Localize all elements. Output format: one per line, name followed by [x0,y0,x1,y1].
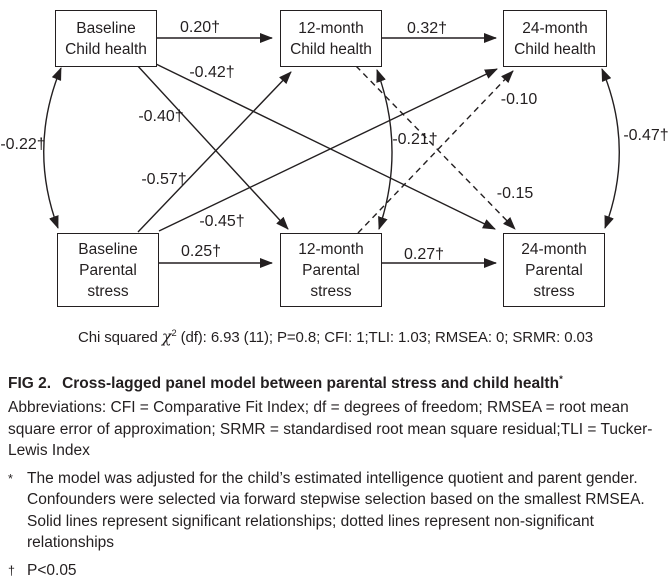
box-line: Child health [514,40,596,58]
figure-number-label: FIG 2. [8,375,52,392]
box-24-month-parental-stress [503,233,605,307]
fit-statistics-values: (df): 6.93 (11); P=0.8; CFI: 1;TLI: 1.03; RMSEA: 0; SRMR: 0.03 [176,329,594,346]
coef-12m-child-to-24m-parental: -0.15 [496,185,534,202]
coef-12m-correlation: -0.21† [392,131,438,148]
box-line: Child health [65,40,147,58]
box-line: stress [310,282,352,300]
abbreviations-text: Abbreviations: CFI = Comparative Fit Index; df = degrees of freedom; RMSEA = root mean square error of approximation; SRMR = standardised root mean square residual;TLI = Tucker-Lewis Index [8,399,653,459]
arrow-24m-correlation-curve [602,69,619,228]
coef-baseline-parental-to-12m-parental: 0.25† [180,243,222,260]
coef-baseline-child-to-12m-child: 0.20† [179,19,221,36]
caption-section [8,372,665,582]
box-line: stress [87,282,129,300]
coef-12m-parental-to-24m-child: -0.10 [500,91,538,108]
footnote-dagger-text: P<0.05 [27,561,77,579]
figure-title-footnote-marker: * [559,373,563,385]
box-line: 12-month [298,19,364,37]
box-12-month-parental-stress [280,233,382,307]
footnote-asterisk-text: The model was adjusted for the child’s estimated intelligence quotient and parent gender. Confounders were selected via forward stepwise selection based on the smallest RMSEA. Solid lines represent significant relationships; dotted lines represent non-significant relationships [27,469,645,551]
box-line: 24-month [522,19,588,37]
box-line: Baseline [76,19,136,37]
fit-statistics-prefix: Chi squared [77,329,162,346]
coef-baseline-child-to-24m-parental: -0.42† [189,64,235,81]
box-line: 24-month [521,240,587,258]
box-line: stress [533,282,575,300]
box-line: Parental [79,261,137,279]
box-line: Parental [525,261,583,279]
coef-baseline-parental-to-12m-child: -0.57† [141,171,187,188]
coef-24m-correlation: -0.47† [623,127,669,144]
coef-baseline-correlation: -0.22† [0,136,46,153]
figure-caption [8,372,665,395]
footnote-model-adjustment [8,468,665,554]
box-line: Baseline [78,240,138,258]
arrow-baseline-parental-to-24m-child [159,69,497,231]
box-baseline-parental-stress [57,233,159,307]
box-24-month-child-health [503,10,607,67]
box-baseline-child-health [55,10,157,67]
footnote-dagger-marker: † [8,563,15,578]
box-line: Parental [302,261,360,279]
footnote-pvalue [8,560,665,583]
arrow-baseline-child-to-24m-parental [156,64,495,229]
chi-symbol: χ [161,327,172,346]
arrow-12m-correlation-curve [377,70,392,229]
arrow-baseline-correlation-curve [44,68,61,228]
box-line: Child health [290,40,372,58]
coef-baseline-parental-to-24m-child: -0.45† [199,213,245,230]
box-line: 12-month [298,240,364,258]
arrow-baseline-child-to-12m-parental [136,64,288,229]
coef-12m-parental-to-24m-parental: 0.27† [403,246,445,263]
arrow-12m-parental-to-24m-child-dashed [358,71,513,233]
fit-statistics [0,327,671,346]
figure-title: Cross-lagged panel model between parental stress and child health [62,375,560,392]
box-12-month-child-health [280,10,382,67]
coef-12m-child-to-24m-child: 0.32† [406,20,448,37]
footnote-asterisk-marker: * [8,471,13,486]
chi-exponent: 2 [171,328,177,338]
coef-baseline-child-to-12m-parental: -0.40† [138,108,184,125]
